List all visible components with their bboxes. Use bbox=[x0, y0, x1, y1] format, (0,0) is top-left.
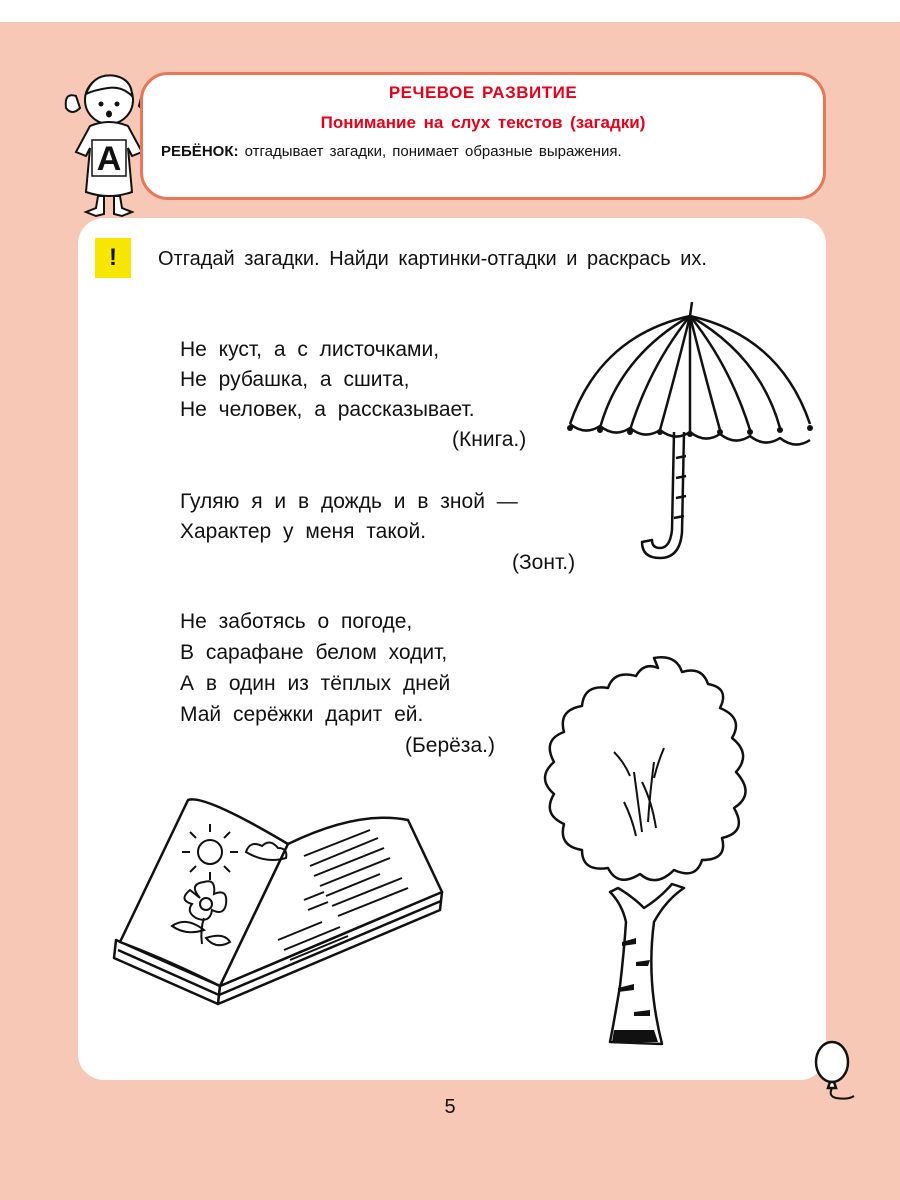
umbrella-icon[interactable] bbox=[560, 296, 820, 572]
riddle-1-answer: (Книга.) bbox=[452, 428, 527, 451]
riddle-2-line-2: Характер у меня такой. bbox=[180, 520, 427, 543]
riddle-3-line-2: В сарафане белом ходит, bbox=[180, 641, 448, 664]
attention-badge: ! bbox=[95, 238, 131, 278]
skill-description bbox=[161, 143, 622, 160]
page-number: 5 bbox=[444, 1096, 456, 1118]
skill-text: отгадывает загадки, понимает образные выражения. bbox=[238, 143, 622, 160]
riddle-1-line-1: Не куст, а с листочками, bbox=[180, 338, 440, 361]
birch-tree-icon[interactable] bbox=[514, 652, 794, 1056]
book-icon[interactable] bbox=[108, 790, 448, 1020]
riddle-2-line-1: Гуляю я и в дождь и в зной — bbox=[180, 490, 518, 513]
mascot-letter: А bbox=[96, 140, 122, 178]
section-subtitle: Понимание на слух текстов (загадки) bbox=[320, 113, 646, 132]
section-header bbox=[140, 72, 826, 200]
riddle-3-line-4: Май серёжки дарит ей. bbox=[180, 703, 424, 726]
riddle-1-line-2: Не рубашка, а сшита, bbox=[180, 368, 410, 391]
riddle-3-line-1: Не заботясь о погоде, bbox=[180, 610, 413, 633]
task-instruction: Отгадай загадки. Найди картинки-отгадки и раскрась их. bbox=[158, 248, 707, 270]
riddle-3-line-3: А в один из тёплых дней bbox=[180, 672, 451, 695]
riddle-1-line-3: Не человек, а рассказывает. bbox=[180, 398, 475, 421]
skill-label: РЕБЁНОК: bbox=[161, 143, 239, 160]
riddle-2-answer: (Зонт.) bbox=[512, 551, 576, 574]
riddle-3-answer: (Берёза.) bbox=[405, 734, 495, 757]
section-title: РЕЧЕВОЕ РАЗВИТИЕ bbox=[388, 83, 578, 102]
